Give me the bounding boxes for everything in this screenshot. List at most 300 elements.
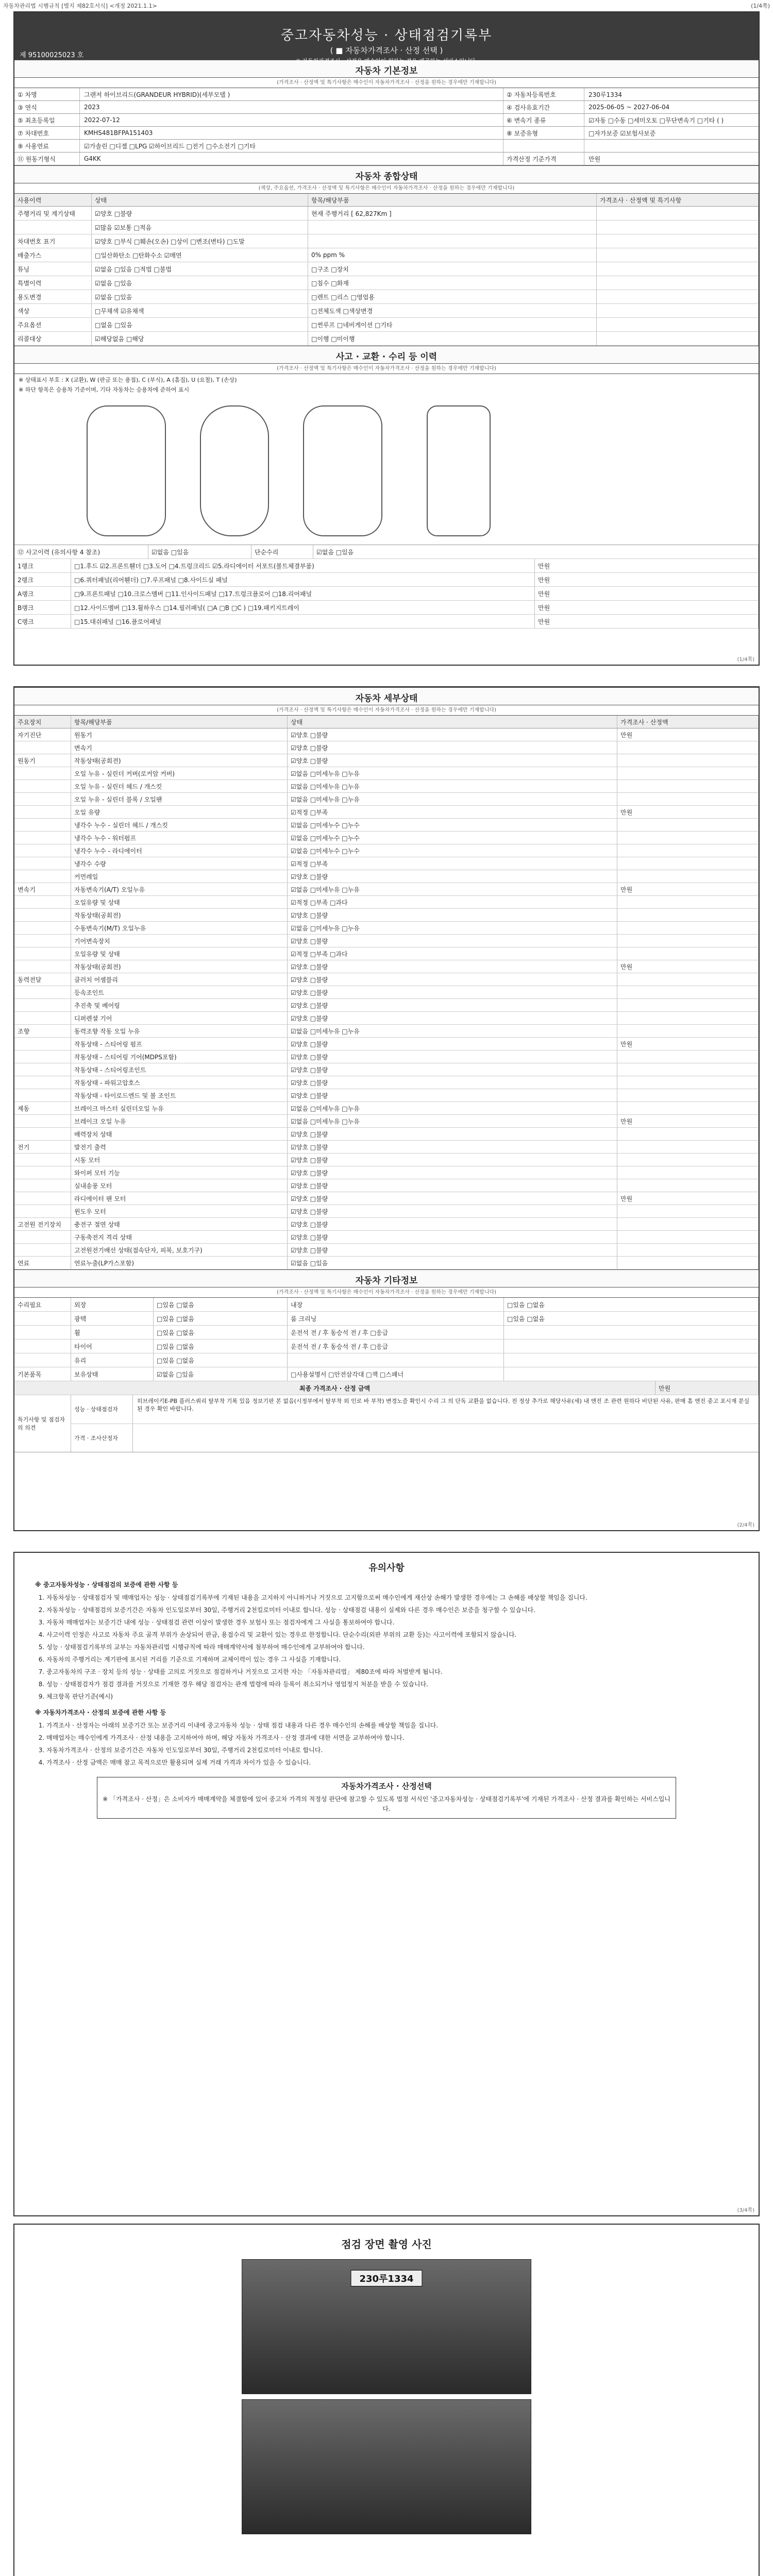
detail-state: ☑없음 □미세누유 □누유: [288, 1115, 617, 1127]
detail-price: [617, 999, 759, 1011]
detail-group: [14, 793, 71, 805]
basic-info-value-2: □자가보증 ☑보험사보증: [589, 129, 656, 137]
detail-state: ☑양호 □불량: [288, 1089, 617, 1101]
accident-history-label: ⑫ 사고이력 (유의사항 4 참조): [14, 545, 148, 558]
notes-section-1-heading: ※ 중고자동차성능 · 상태점검의 보증에 관한 사항 등: [35, 1581, 178, 1588]
detail-row: [14, 1089, 759, 1102]
detail-price: [617, 1012, 759, 1024]
detail-group: [14, 960, 71, 973]
detail-state: ☑양호 □불량: [288, 1244, 617, 1256]
accident-history-value: ☑없음 □있음: [148, 545, 251, 558]
certificate-number: 제 95100025023 호: [14, 48, 759, 60]
summary-row: [14, 207, 759, 221]
basic-info-key: ⑦ 차대번호: [14, 127, 80, 139]
other-group: [14, 1340, 71, 1353]
summary-row: [14, 248, 759, 262]
detail-row: [14, 1205, 759, 1218]
detail-row: [14, 857, 759, 870]
other-state: □있음 □없음: [154, 1340, 288, 1353]
detail-price: [617, 780, 759, 792]
detail-price: [617, 973, 759, 986]
other-state-2: □있음 □없음: [504, 1312, 759, 1325]
detail-state: ☑양호 □불량: [288, 909, 617, 921]
photos-title: 점검 장면 촬영 사진: [341, 2238, 432, 2250]
appraisal-selection-title: 자동차가격조사 · 산정선택: [341, 1782, 432, 1791]
detail-state: ☑양호 □불량: [288, 1076, 617, 1089]
notes-list-item: 3. 자동차 매매업자는 보증기간 내에 성능 · 상태점검 관련 이상이 발생한 경우 보험사 또는 점검자에게 그 사실을 통보하여야 합니다.: [46, 1618, 738, 1628]
detail-row: [14, 767, 759, 780]
panel-row: [14, 615, 759, 629]
detail-item: 충전구 절연 상태: [71, 1218, 288, 1230]
detail-state: ☑양호 □불량: [288, 1128, 617, 1140]
detail-price: [617, 1257, 759, 1269]
panel-cost: 만원: [535, 559, 759, 572]
basic-info-key: ⑪ 원동기형식: [14, 152, 80, 165]
detail-price: [617, 1076, 759, 1089]
summary-state: □없음 □있음: [92, 318, 308, 331]
detail-group: 원동기: [14, 754, 71, 767]
basic-info-key-2: [503, 140, 584, 152]
detail-row: [14, 754, 759, 767]
detail-row: [14, 1166, 759, 1179]
detail-group: [14, 767, 71, 779]
detail-head-state: 상태: [288, 716, 617, 728]
detail-price: [617, 1063, 759, 1076]
notes-section-2-heading: ※ 자동차가격조사 · 산정의 보증에 관한 사항 등: [35, 1709, 166, 1716]
detail-price: 만원: [617, 1038, 759, 1050]
detail-row: [14, 1012, 759, 1025]
summary-item: 튜닝: [14, 262, 92, 276]
notes-list-item: 1. 가격조사 · 산정자는 아래의 보증기간 또는 보증거리 이내에 중고자동차 성능 · 상태 점검 내용과 다른 경우 매수인의 손해를 배상할 책임을 집니다.: [46, 1721, 738, 1731]
summary-head-price: 가격조사 · 산정액 및 특기사항: [597, 194, 759, 206]
panel-rank: A랭크: [14, 587, 71, 600]
detail-item: 배력장치 상태: [71, 1128, 288, 1140]
detail-item: 수동변속기(M/T) 오일누유: [71, 922, 288, 934]
other-state: □있음 □없음: [154, 1298, 288, 1311]
notes-list-item: 2. 매매업자는 매수인에게 가격조사 · 산정 내용을 고지하여야 하며, 해당 자동차 가격조사 · 산정 결과에 대한 서면을 교부하여야 합니다.: [46, 1733, 738, 1743]
detail-item: 냉각수 누수 - 실린더 헤드 / 개스킷: [71, 819, 288, 831]
detail-group: [14, 832, 71, 844]
detail-price: [617, 1089, 759, 1101]
notes-list-item: 8. 성능 · 상태점검자가 점검 결과를 거짓으로 기재한 경우 해당 점검자는 관계 법령에 따라 등록이 취소되거나 영업정지 처분을 받을 수 있습니다.: [46, 1680, 738, 1689]
other-group: 기본품목: [14, 1367, 71, 1381]
basic-info-key: ① 차명: [14, 88, 80, 100]
basic-info-title: 자동차 기본정보: [14, 60, 759, 78]
basic-info-row: [14, 127, 759, 140]
summary-detail: □썬루프 □네비게이션 □기타: [308, 318, 597, 331]
detail-price: [617, 819, 759, 831]
basic-info-value-2: 만원: [589, 155, 601, 163]
notes-list-item: 2. 자동차성능 · 상태점검의 보증기간은 자동차 인도일로부터 30일, 주행거리 2천킬로미터 이내로 합니다. 성능 · 상태점검 내용이 실제와 다른 경우 매수인은 보증을 청구할 수 있습니다.: [46, 1605, 738, 1615]
detail-group: [14, 1076, 71, 1089]
special-notes: [14, 1395, 759, 1452]
detail-state: ☑양호 □불량: [288, 1218, 617, 1230]
summary-detail: □전체도색 □색상변경: [308, 304, 597, 317]
detail-group: [14, 1205, 71, 1217]
document-subtitle: ( ■ 자동차가격조사 · 산정 선택 ): [330, 46, 443, 55]
car-top-outline: [200, 405, 269, 536]
summary-detail: [308, 221, 597, 234]
detail-item: 시동 모터: [71, 1154, 288, 1166]
form-reference: 자동차관리법 시행규칙 [별지 제82호서식] <개정 2021.1.1>: [3, 3, 157, 9]
other-group: 수리필요: [14, 1298, 71, 1311]
other-item: 타이어: [71, 1340, 154, 1353]
detail-row: [14, 1192, 759, 1205]
detail-state: ☑없음 □미세누유 □누유: [288, 793, 617, 805]
detail-row: [14, 1076, 759, 1089]
other-state: □있음 □없음: [154, 1326, 288, 1339]
summary-price: [597, 304, 759, 317]
detail-row: [14, 960, 759, 973]
detail-item: 오일 누유 - 실린더 커버(로커암 커버): [71, 767, 288, 779]
detail-state: ☑없음 □미세누수 □누수: [288, 844, 617, 857]
detail-group: [14, 922, 71, 934]
summary-row: [14, 262, 759, 276]
other-row: [14, 1312, 759, 1326]
detail-group: 조향: [14, 1025, 71, 1037]
detail-state: ☑없음 □미세누수 □누수: [288, 832, 617, 844]
detail-row: [14, 1128, 759, 1141]
detail-state: ☑양호 □불량: [288, 1038, 617, 1050]
other-item: 보유상태: [71, 1367, 154, 1381]
summary-detail: □침수 □화재: [308, 276, 597, 290]
detail-group: [14, 1012, 71, 1024]
detail-state: ☑양호 □불량: [288, 1050, 617, 1063]
detail-row: [14, 883, 759, 896]
simple-repair-label: 단순수리: [251, 545, 313, 558]
notes-section: [14, 1553, 759, 1835]
accident-legend: ※ 상태표시 부호 : X (교환), W (판금 또는 용접), C (부식), A (흠집), U (요철), T (손상): [19, 377, 237, 383]
detail-price: [617, 793, 759, 805]
panel-cost: 만원: [535, 615, 759, 628]
other-row: [14, 1326, 759, 1340]
summary-row: [14, 318, 759, 332]
detail-price: 만원: [617, 806, 759, 818]
panel-items: □12.사이드멤버 □13.휠하우스 □14.필러패널( □A □B □C ) □19.패키지트레이: [71, 601, 535, 614]
detail-price: [617, 1102, 759, 1114]
detail-price: [617, 1050, 759, 1063]
detail-row: [14, 1063, 759, 1076]
detail-group: 동력전달: [14, 973, 71, 986]
detail-item: 변속기: [71, 741, 288, 754]
basic-info-value-2: 2025-06-05 ~ 2027-06-04: [589, 104, 670, 111]
accident-subtitle: (가격조사 · 산정액 및 특기사항은 매수인이 자동차가격조사 · 산정을 원하는 경우에만 기재합니다): [14, 364, 759, 374]
summary-price: [597, 318, 759, 331]
summary-state: ☑없음 □있음: [92, 276, 308, 290]
car-left-side-outline: [87, 405, 166, 536]
detail-item: 브레이크 마스터 실린더오일 누유: [71, 1102, 288, 1114]
detail-item: 발전기 출력: [71, 1141, 288, 1153]
detail-group: [14, 844, 71, 857]
other-table: [14, 1298, 759, 1381]
detail-item: 실내송풍 모터: [71, 1179, 288, 1192]
detail-item: 브레이크 오일 누유: [71, 1115, 288, 1127]
appraisal-selection-text: ※ 「가격조사 · 산정」은 소비자가 매매계약을 체결함에 있어 중고차 가격의 적정성 판단에 참고할 수 있도록 법정 서식인 '중고자동차성능 · 상태점검기록부'에 기재된 가격조사 · 산정 결과를 확인하는 서비스입니다.: [103, 1795, 670, 1812]
detail-state: ☑없음 □있음: [288, 1257, 617, 1269]
detail-item: 오일유량 및 상태: [71, 947, 288, 960]
summary-item: 용도변경: [14, 290, 92, 303]
detail-group: [14, 909, 71, 921]
detail-price: [617, 1205, 759, 1217]
detail-header: [14, 716, 759, 728]
detail-price: [617, 1128, 759, 1140]
other-row: [14, 1353, 759, 1367]
final-price-value: 만원: [656, 1381, 759, 1395]
detail-state: ☑양호 □불량: [288, 1192, 617, 1205]
final-price-label: 최종 가격조사 · 산정 금액: [14, 1381, 656, 1395]
panel-row: [14, 587, 759, 601]
summary-head-state: 상태: [92, 194, 308, 206]
panel-row: [14, 601, 759, 615]
detail-row: [14, 819, 759, 832]
detail-item: 기어변속장치: [71, 935, 288, 947]
detail-state: ☑없음 □미세누유 □누유: [288, 883, 617, 895]
page-number-3: (3/4쪽): [737, 2208, 754, 2213]
detail-item: 와이퍼 모터 기능: [71, 1166, 288, 1179]
summary-state: ☑없음 □있음: [92, 290, 308, 303]
detail-row: [14, 728, 759, 741]
summary-row: [14, 234, 759, 248]
summary-row: [14, 290, 759, 304]
detail-subtitle: (가격조사 · 산정액 및 특기사항은 매수인이 자동차가격조사 · 산정을 원하는 경우에만 기재합니다): [14, 705, 759, 716]
detail-group: 고전원 전기장치: [14, 1218, 71, 1230]
detail-item: 윈도우 모터: [71, 1205, 288, 1217]
summary-row: [14, 276, 759, 290]
page-4: [13, 2224, 760, 2576]
summary-price: [597, 290, 759, 303]
panel-rank: C랭크: [14, 615, 71, 628]
basic-info-key: ⑤ 최초등록일: [14, 114, 80, 126]
inspection-photo-rear: [242, 2399, 531, 2534]
appraisal-selection-box: [97, 1777, 676, 1819]
detail-group: [14, 1179, 71, 1192]
detail-group: [14, 806, 71, 818]
detail-state: ☑양호 □불량: [288, 999, 617, 1011]
detail-row: [14, 1102, 759, 1115]
detail-group: [14, 986, 71, 998]
inspector-label: 성능 · 상태점검자: [71, 1395, 133, 1423]
detail-price: [617, 1218, 759, 1230]
basic-info-row: [14, 88, 759, 101]
detail-price: 만원: [617, 960, 759, 973]
detail-price: [617, 767, 759, 779]
summary-price: [597, 276, 759, 290]
other-item-2: 내장: [288, 1298, 504, 1311]
detail-state: ☑양호 □불량: [288, 935, 617, 947]
other-subtitle: (가격조사 · 산정액 및 특기사항은 매수인이 자동차가격조사 · 산정을 원하는 경우에만 기재합니다): [14, 1287, 759, 1298]
panel-cost: 만원: [535, 587, 759, 600]
detail-row: [14, 947, 759, 960]
final-price-row: [14, 1381, 759, 1395]
detail-state: ☑양호 □불량: [288, 741, 617, 754]
basic-info-key: ③ 연식: [14, 101, 80, 113]
detail-state: ☑양호 □불량: [288, 1154, 617, 1166]
detail-price: [617, 922, 759, 934]
detail-price: [617, 986, 759, 998]
detail-price: [617, 1231, 759, 1243]
other-item-2: [288, 1353, 504, 1367]
detail-group: 변속기: [14, 883, 71, 895]
detail-price: [617, 1244, 759, 1256]
other-row: [14, 1367, 759, 1381]
detail-row: [14, 844, 759, 857]
summary-title: 자동차 종합상태: [14, 165, 759, 183]
summary-price: [597, 207, 759, 220]
other-item-2: 룸 크리닝: [288, 1312, 504, 1325]
detail-item: 작동상태(공회전): [71, 754, 288, 767]
detail-item: 라디에이터 팬 모터: [71, 1192, 288, 1205]
summary-detail: [308, 234, 597, 248]
detail-state: ☑없음 □미세누유 □누유: [288, 922, 617, 934]
detail-group: [14, 935, 71, 947]
notes-list-item: 6. 자동차의 주행거리는 계기판에 표시된 거리를 기준으로 기재하며 교체이력이 있는 경우 그 사실을 기재합니다.: [46, 1655, 738, 1665]
other-title: 자동차 기타정보: [14, 1269, 759, 1287]
detail-row: [14, 896, 759, 909]
detail-state: ☑적정 □부족: [288, 806, 617, 818]
accident-title: 사고 · 교환 · 수리 등 이력: [14, 346, 759, 364]
detail-row: [14, 741, 759, 754]
detail-item: 오일유량 및 상태: [71, 896, 288, 908]
summary-item: 특별이력: [14, 276, 92, 290]
detail-item: 원동기: [71, 728, 288, 741]
detail-group: [14, 780, 71, 792]
basic-info-value: KMHS481BFPA151403: [84, 129, 153, 137]
detail-state: ☑양호 □불량: [288, 1179, 617, 1192]
summary-price: [597, 262, 759, 276]
basic-info-row: [14, 140, 759, 152]
detail-state: ☑양호 □불량: [288, 1166, 617, 1179]
inspection-photo-front: [242, 2259, 531, 2394]
detail-item: 커먼레일: [71, 870, 288, 883]
summary-detail: □구조 □장치: [308, 262, 597, 276]
other-state: □있음 □없음: [154, 1312, 288, 1325]
summary-subtitle: (색상, 주요옵션, 가격조사 · 산정액 및 특기사항은 매수인이 자동차가격조사 · 산정을 원하는 경우에만 기재합니다): [14, 183, 759, 194]
detail-item: 연료누출(LP가스포함): [71, 1257, 288, 1269]
special-notes-label: 특기사항 및 점검자의 의견: [14, 1395, 71, 1452]
summary-item: 주행거리 및 계기상태: [14, 207, 92, 220]
appraiser-opinion: [133, 1424, 759, 1452]
detail-row: [14, 909, 759, 922]
detail-price: [617, 1179, 759, 1192]
detail-state: ☑없음 □미세누수 □누수: [288, 819, 617, 831]
detail-item: 오일 누유 - 실린더 헤드 / 개스킷: [71, 780, 288, 792]
detail-item: 오일 누유 - 실린더 블록 / 오일팬: [71, 793, 288, 805]
detail-row: [14, 870, 759, 883]
basic-info-subtitle: (가격조사 · 산정액 및 특기사항은 매수인이 자동차가격조사 · 산정을 원하는 경우에만 기재합니다): [14, 78, 759, 88]
detail-item: 디퍼렌셜 기어: [71, 1012, 288, 1024]
summary-detail: □이행 □미이행: [308, 332, 597, 345]
summary-item: 차대번호 표기: [14, 234, 92, 248]
summary-price: [597, 234, 759, 248]
detail-row: [14, 1115, 759, 1128]
summary-item: 색상: [14, 304, 92, 317]
detail-head-price: 가격조사 · 산정액: [617, 716, 759, 728]
other-item: 유리: [71, 1353, 154, 1367]
detail-state: ☑양호 □불량: [288, 754, 617, 767]
detail-row: [14, 922, 759, 935]
panel-rank: 2랭크: [14, 573, 71, 586]
other-state-2: □있음 □없음: [504, 1298, 759, 1311]
detail-state: ☑없음 □미세누유 □누유: [288, 1102, 617, 1114]
detail-state: ☑양호 □불량: [288, 728, 617, 741]
basic-info-row: [14, 101, 759, 114]
page-1: [13, 11, 760, 666]
other-item-2: 운전석 전 / 후 동승석 전 / 후 □응급: [288, 1326, 504, 1339]
panel-items: □15.대쉬패널 □16.플로어패널: [71, 615, 535, 628]
panel-cost: 만원: [535, 573, 759, 586]
page-number-1: (1/4쪽): [737, 657, 754, 663]
detail-state: ☑적정 □부족 □과다: [288, 947, 617, 960]
detail-head-group: 주요장치: [14, 716, 71, 728]
detail-item: 작동상태 - 스티어링 펌프: [71, 1038, 288, 1050]
detail-group: [14, 896, 71, 908]
panel-row: [14, 573, 759, 587]
panel-rank: B랭크: [14, 601, 71, 614]
detail-table: [14, 728, 759, 1269]
notes-list-item: 7. 중고자동차의 구조 · 장치 등의 성능 · 상태를 고의로 거짓으로 점검하거나 거짓으로 고지한 자는 「자동차관리법」 제80조에 따라 처벌받게 됩니다.: [46, 1667, 738, 1677]
detail-row: [14, 1025, 759, 1038]
detail-item: 작동상태 - 파워고압호스: [71, 1076, 288, 1089]
other-state-2: [504, 1326, 759, 1339]
appraiser-label: 가격 · 조사산정자: [71, 1424, 133, 1452]
detail-item: 작동상태 - 스티어링 기어(MDPS포함): [71, 1050, 288, 1063]
detail-group: [14, 1128, 71, 1140]
detail-row: [14, 832, 759, 844]
panel-items: □9.프론트패널 □10.크로스멤버 □11.인사이드패널 □17.트렁크플로어 □18.리어패널: [71, 587, 535, 600]
detail-group: [14, 857, 71, 870]
summary-detail: □렌트 □리스 □영업용: [308, 290, 597, 303]
detail-row: [14, 973, 759, 986]
detail-group: [14, 1166, 71, 1179]
detail-group: [14, 1115, 71, 1127]
detail-price: 만원: [617, 728, 759, 741]
other-state-2: [504, 1367, 759, 1381]
other-group: [14, 1312, 71, 1325]
detail-row: [14, 1141, 759, 1154]
detail-row: [14, 935, 759, 947]
summary-state: ☑양호 □부식 □훼손(오손) □상이 □변조(변타) □도말: [92, 234, 308, 248]
detail-item: 작동상태 - 스티어링조인트: [71, 1063, 288, 1076]
detail-state: ☑양호 □불량: [288, 1205, 617, 1217]
basic-info-value: G4KK: [84, 155, 101, 162]
basic-info-table: [14, 88, 759, 165]
detail-group: [14, 999, 71, 1011]
other-item-2: □사용설명서 □안전삼각대 □잭 □스패너: [288, 1367, 504, 1381]
basic-info-value: ☑가솔린 □디젤 □LPG ☑하이브리드 □전기 □수소전기 □기타: [84, 142, 256, 150]
accident-history-row: [14, 545, 759, 559]
basic-info-row: [14, 152, 759, 165]
basic-info-key: ⑨ 사용연료: [14, 140, 80, 152]
summary-state: □일산화탄소 □탄화수소 ☑매연: [92, 248, 308, 262]
summary-item: 배출가스: [14, 248, 92, 262]
other-state: ☑없음 □있음: [154, 1367, 288, 1381]
detail-group: [14, 1089, 71, 1101]
detail-price: [617, 754, 759, 767]
summary-table: [14, 207, 759, 346]
other-item: 광택: [71, 1312, 154, 1325]
detail-head-item: 항목/해당부품: [71, 716, 288, 728]
page-indicator: (1/4쪽): [751, 3, 770, 9]
license-plate: 230루1334: [350, 2270, 422, 2286]
basic-info-value-2: 230루1334: [589, 91, 623, 98]
detail-group: [14, 741, 71, 754]
summary-item: 주요옵션: [14, 318, 92, 331]
basic-info-key-2: ⑥ 변속기 종류: [503, 114, 584, 126]
panel-cost: 만원: [535, 601, 759, 614]
detail-row: [14, 1231, 759, 1244]
detail-item: 클러치 어셈블리: [71, 973, 288, 986]
detail-item: 등속조인트: [71, 986, 288, 998]
